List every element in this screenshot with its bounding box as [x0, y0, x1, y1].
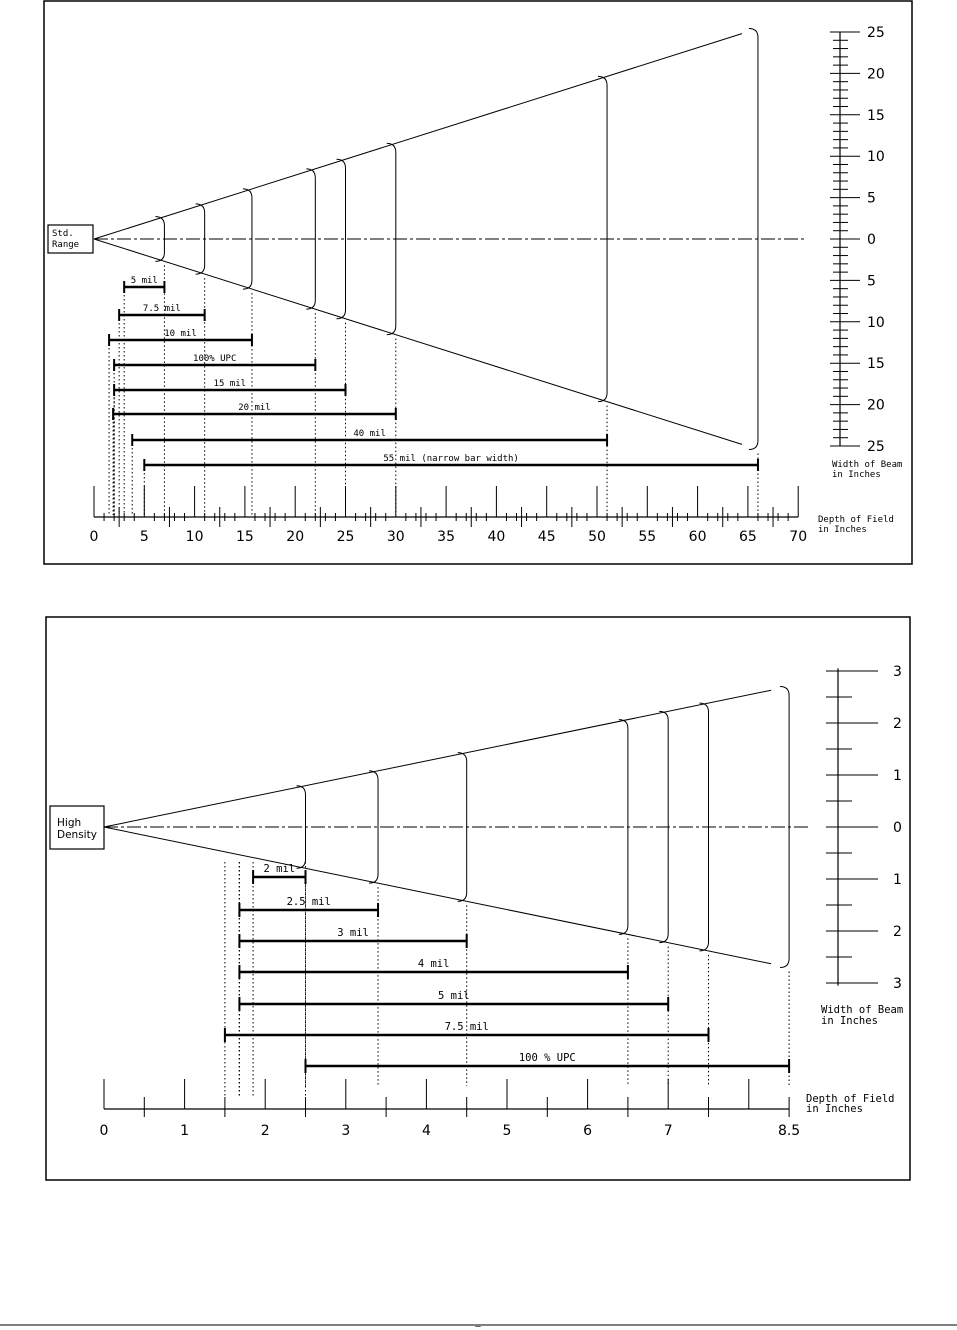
depth-tick-label: 15 — [235, 529, 254, 545]
beam-width-tick-label: 1 — [893, 768, 902, 784]
range-bar-label: 40 mil — [353, 429, 386, 439]
origin-label-line-2: Density — [57, 829, 97, 841]
range-bar-label: 3 mil — [337, 927, 369, 939]
beam-axis-label-1: Width of Beam — [832, 460, 903, 470]
range-bar-label: 15 mil — [213, 379, 247, 389]
depth-tick-label: 35 — [437, 529, 456, 545]
range-bar-label: 7.5 mil — [444, 1021, 489, 1033]
range-bar-label: 5 mil — [437, 990, 470, 1002]
depth-tick-label: 55 — [638, 529, 657, 545]
beam-width-tick-label: 2 — [893, 716, 902, 732]
range-bar-label: 4 mil — [417, 958, 450, 970]
depth-tick-label: 8.5 — [777, 1123, 801, 1139]
beam-width-tick-label: 5 — [867, 190, 876, 207]
beam-width-tick-label: 25 — [867, 25, 885, 41]
depth-tick-label: 60 — [688, 529, 707, 545]
depth-tick-label: 1 — [180, 1123, 190, 1139]
range-bar-label: 10 mil — [164, 329, 197, 339]
chart-std-range-frame — [44, 1, 912, 564]
depth-tick-label: 25 — [336, 529, 355, 545]
depth-tick-label: 10 — [185, 529, 204, 545]
beam-width-tick-label: 15 — [867, 356, 885, 373]
origin-label-line-2: Range — [52, 240, 80, 250]
depth-tick-label: 2 — [260, 1123, 270, 1139]
beam-axis-label-2: in Inches — [832, 470, 881, 480]
beam-width-tick-label: 3 — [893, 976, 902, 992]
chart-std-range — [48, 25, 902, 545]
depth-axis-label-1: Depth of Field — [806, 1093, 895, 1105]
range-bar-label: 100 % UPC — [518, 1052, 576, 1064]
range-bar-label: 2 mil — [263, 863, 296, 875]
beam-axis-label-1: Width of Beam — [821, 1004, 904, 1016]
range-bar-label: 7.5 mil — [142, 304, 181, 314]
beam-width-tick-label: 20 — [867, 397, 885, 414]
depth-tick-label: 3 — [341, 1123, 351, 1139]
depth-tick-label: 5 — [502, 1123, 512, 1139]
chart-high-density-frame — [46, 617, 910, 1180]
beam-lower-edge — [104, 827, 771, 964]
beam-width-tick-label: 3 — [893, 664, 902, 680]
depth-tick-label: 30 — [386, 529, 405, 545]
depth-tick-label: 20 — [286, 529, 305, 545]
beam-width-tick-label: 10 — [867, 149, 885, 166]
page-number: – — [475, 1322, 481, 1330]
depth-tick-label: 45 — [537, 529, 556, 545]
beam-upper-edge — [104, 690, 771, 827]
beam-upper-edge — [94, 34, 742, 239]
beam-width-tick-label: 0 — [893, 820, 902, 836]
beam-width-tick-label: 25 — [867, 439, 885, 455]
depth-tick-label: 70 — [789, 529, 808, 545]
depth-tick-label: 65 — [738, 529, 757, 545]
beam-width-tick-label: 15 — [867, 107, 885, 124]
depth-axis-label-2: in Inches — [806, 1103, 863, 1115]
depth-tick-label: 50 — [588, 529, 606, 545]
range-bar-label: 5 mil — [130, 276, 158, 286]
range-bar-label: 55 mil (narrow bar width) — [383, 454, 519, 464]
depth-tick-label: 7 — [663, 1123, 673, 1139]
range-bar-label: 2.5 mil — [286, 896, 331, 908]
beam-width-tick-label: 10 — [867, 314, 885, 331]
depth-tick-label: 6 — [583, 1123, 593, 1139]
depth-tick-label: 0 — [99, 1123, 109, 1139]
beam-width-tick-label: 0 — [867, 232, 876, 248]
depth-tick-label: 4 — [421, 1123, 431, 1139]
beam-width-tick-label: 20 — [867, 66, 885, 83]
origin-label-line-1: High — [57, 817, 82, 829]
depth-tick-label: 0 — [89, 529, 99, 545]
beam-width-tick-label: 2 — [893, 924, 902, 940]
range-bar-label: 100% UPC — [193, 354, 237, 364]
depth-tick-label: 40 — [487, 529, 506, 545]
origin-label-line-1: Std. — [52, 229, 74, 239]
beam-width-tick-label: 5 — [867, 273, 876, 290]
beam-axis-label-2: in Inches — [821, 1015, 878, 1027]
chart-high-density — [50, 664, 903, 1139]
beam-width-tick-label: 1 — [893, 872, 902, 888]
depth-axis-label-1: Depth of Field — [818, 515, 894, 525]
range-bar-label: 20 mil — [238, 403, 271, 413]
depth-tick-label: 5 — [139, 529, 149, 545]
depth-axis-label-2: in Inches — [818, 525, 867, 535]
